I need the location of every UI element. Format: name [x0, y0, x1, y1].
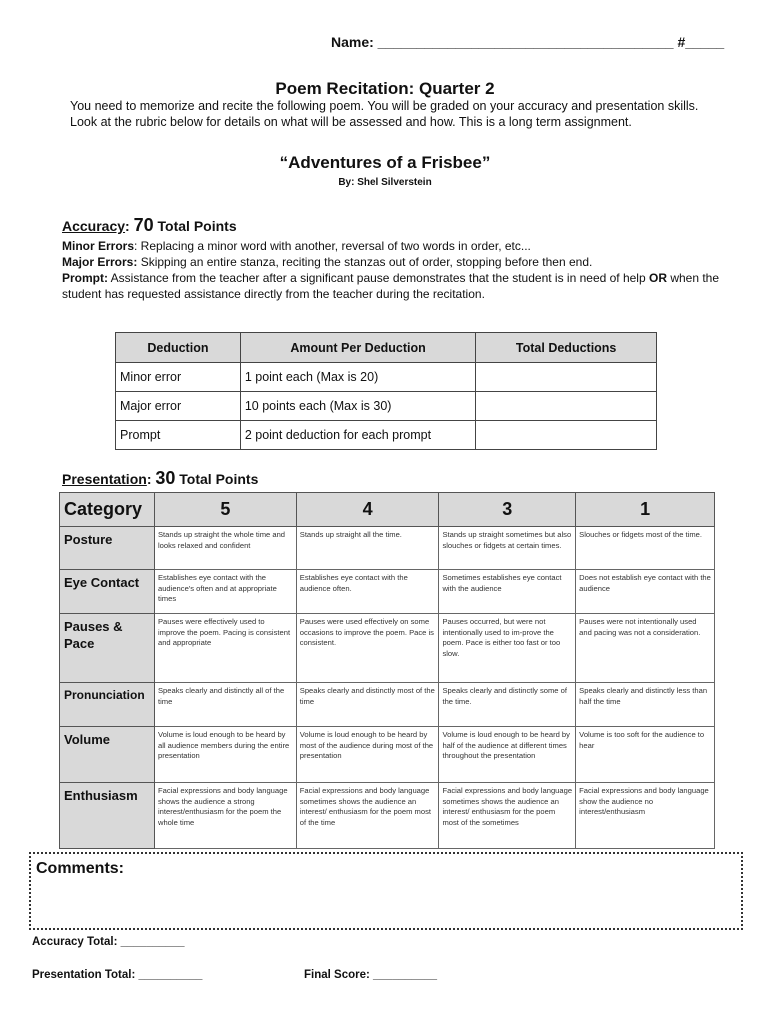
minor-errors-term: Minor Errors [62, 239, 135, 253]
name-field-line[interactable]: Name: ______________________________________ #_____ [331, 34, 725, 50]
score-4-cell: Establishes eye contact with the audience often. [296, 570, 439, 614]
rubric-row-volume [60, 727, 715, 783]
presentation-points: 30 [155, 468, 176, 488]
score-4-cell: Speaks clearly and distinctly most of the time [296, 683, 439, 727]
score-3-cell: Stands up straight sometimes but also slouches or fidgets at certain times. [439, 527, 576, 570]
score-4-cell: Stands up straight all the time. [296, 527, 439, 570]
amount-cell: 10 points each (Max is 30) [240, 392, 475, 421]
score-5-cell: Establishes eye contact with the audience's often and at appropriate times [154, 570, 296, 614]
presentation-rubric-table [59, 492, 715, 849]
rubric-header-row [60, 493, 715, 527]
score-1-cell: Speaks clearly and distinctly less than half the time [576, 683, 715, 727]
accuracy-points: 70 [133, 215, 154, 235]
prompt-def [62, 270, 722, 302]
total-deduction-input[interactable] [476, 421, 657, 450]
presentation-points-suffix: Total Points [179, 471, 259, 487]
score-3-cell: Facial expressions and body language sometimes shows the audience an interest/ enthusiasm for the poem most of the sometimes [439, 783, 576, 849]
prompt-text-1: Assistance from the teacher after a significant pause demonstrates that the student is in need of help [108, 271, 649, 285]
poem-title: “Adventures of a Frisbee” [279, 153, 491, 172]
comments-label: Comments: [36, 860, 125, 877]
amount-header: Amount Per Deduction [240, 333, 475, 363]
table-row [116, 392, 657, 421]
presentation-heading: Presentation: 30 Total Points [62, 468, 259, 488]
accuracy-points-suffix: Total Points [157, 218, 237, 234]
total-deduction-input[interactable] [476, 363, 657, 392]
prompt-term: Prompt: [62, 271, 108, 285]
presentation-label: Presentation [62, 471, 147, 487]
score-3-cell: Sometimes establishes eye contact with the audience [439, 570, 576, 614]
rubric-row-pronunciation [60, 683, 715, 727]
score-4-cell: Volume is loud enough to be heard by most of the audience during most of the presentation [296, 727, 439, 783]
rubric-row-eye-contact [60, 570, 715, 614]
score-3-cell: Volume is loud enough to be heard by half of the audience at different times throughout the presentation [439, 727, 576, 783]
score-1-cell: Does not establish eye contact with the audience [576, 570, 715, 614]
category-cell: Posture [60, 527, 155, 570]
minor-errors-text: : Replacing a minor word with another, reversal of two words in order, etc... [134, 239, 531, 253]
intro-paragraph: You need to memorize and recite the following poem. You will be graded on your accuracy and presentation skills. Look at the rubric below for details on what will be assessed and how. This is a long term assignment. [70, 99, 699, 129]
table-row [116, 363, 657, 392]
score-1-cell: Facial expressions and body language show the audience no interest/enthusiasm [576, 783, 715, 849]
major-errors-text: Skipping an entire stanza, reciting the stanzas out of order, stopping before then end. [137, 255, 593, 269]
score-5-cell: Facial expressions and body language shows the audience a strong interest/enthusiasm for the poem the whole time [154, 783, 296, 849]
deduction-cell: Prompt [116, 421, 241, 450]
poem-author: By: Shel Silverstein [338, 177, 432, 188]
score-4-header: 4 [296, 493, 439, 527]
rubric-row-enthusiasm [60, 783, 715, 849]
accuracy-total-field[interactable]: Accuracy Total: __________ [32, 936, 185, 948]
score-1-cell: Pauses were not intentionally used and pacing was not a consideration. [576, 614, 715, 683]
category-cell: Pronunciation [60, 683, 155, 727]
score-4-cell: Pauses were used effectively on some occasions to improve the poem. Pace is consistent. [296, 614, 439, 683]
score-5-cell: Speaks clearly and distinctly all of the time [154, 683, 296, 727]
score-3-cell: Speaks clearly and distinctly some of the time. [439, 683, 576, 727]
score-4-cell: Facial expressions and body language sometimes shows the audience an interest/ enthusiasm for the poem most of the time [296, 783, 439, 849]
score-3-header: 3 [439, 493, 576, 527]
page-title: Poem Recitation: Quarter 2 [275, 79, 495, 98]
major-errors-def [62, 254, 722, 270]
deduction-header: Deduction [116, 333, 241, 363]
accuracy-definitions [62, 238, 722, 302]
prompt-or: OR [648, 271, 667, 285]
score-1-cell: Volume is too soft for the audience to hear [576, 727, 715, 783]
total-deductions-header: Total Deductions [476, 333, 657, 363]
score-5-cell: Volume is loud enough to be heard by all audience members during the entire presentation [154, 727, 296, 783]
presentation-total-field[interactable]: Presentation Total: __________ [32, 969, 203, 981]
rubric-row-posture [60, 527, 715, 570]
amount-cell: 1 point each (Max is 20) [240, 363, 475, 392]
score-3-cell: Pauses occurred, but were not intentionally used to im-prove the poem. Pace is either too fast or too slow. [439, 614, 576, 683]
score-5-cell: Stands up straight the whole time and looks relaxed and confident [154, 527, 296, 570]
score-1-cell: Slouches or fidgets most of the time. [576, 527, 715, 570]
comments-box[interactable] [29, 852, 743, 930]
minor-errors-def [62, 238, 722, 254]
category-header: Category [60, 493, 155, 527]
total-deduction-input[interactable] [476, 392, 657, 421]
score-5-cell: Pauses were effectively used to improve the poem. Pacing is consistent and appropriate [154, 614, 296, 683]
accuracy-heading: Accuracy: 70 Total Points [62, 215, 237, 235]
score-1-header: 1 [576, 493, 715, 527]
amount-cell: 2 point deduction for each prompt [240, 421, 475, 450]
accuracy-label: Accuracy [62, 218, 126, 234]
table-row [116, 421, 657, 450]
final-score-field[interactable]: Final Score: __________ [304, 969, 437, 981]
major-errors-term: Major Errors: [62, 255, 138, 269]
prompt-text-2: when the student has requested assistance directly from the teacher during the recitation. [62, 271, 720, 301]
rubric-row-pauses-pace [60, 614, 715, 683]
category-cell: Eye Contact [60, 570, 155, 614]
deduction-table [115, 332, 657, 450]
deduction-cell: Major error [116, 392, 241, 421]
category-cell: Enthusiasm [60, 783, 155, 849]
deduction-cell: Minor error [116, 363, 241, 392]
score-5-header: 5 [154, 493, 296, 527]
deduction-header-row [116, 333, 657, 363]
category-cell: Pauses & Pace [60, 614, 155, 683]
category-cell: Volume [60, 727, 155, 783]
